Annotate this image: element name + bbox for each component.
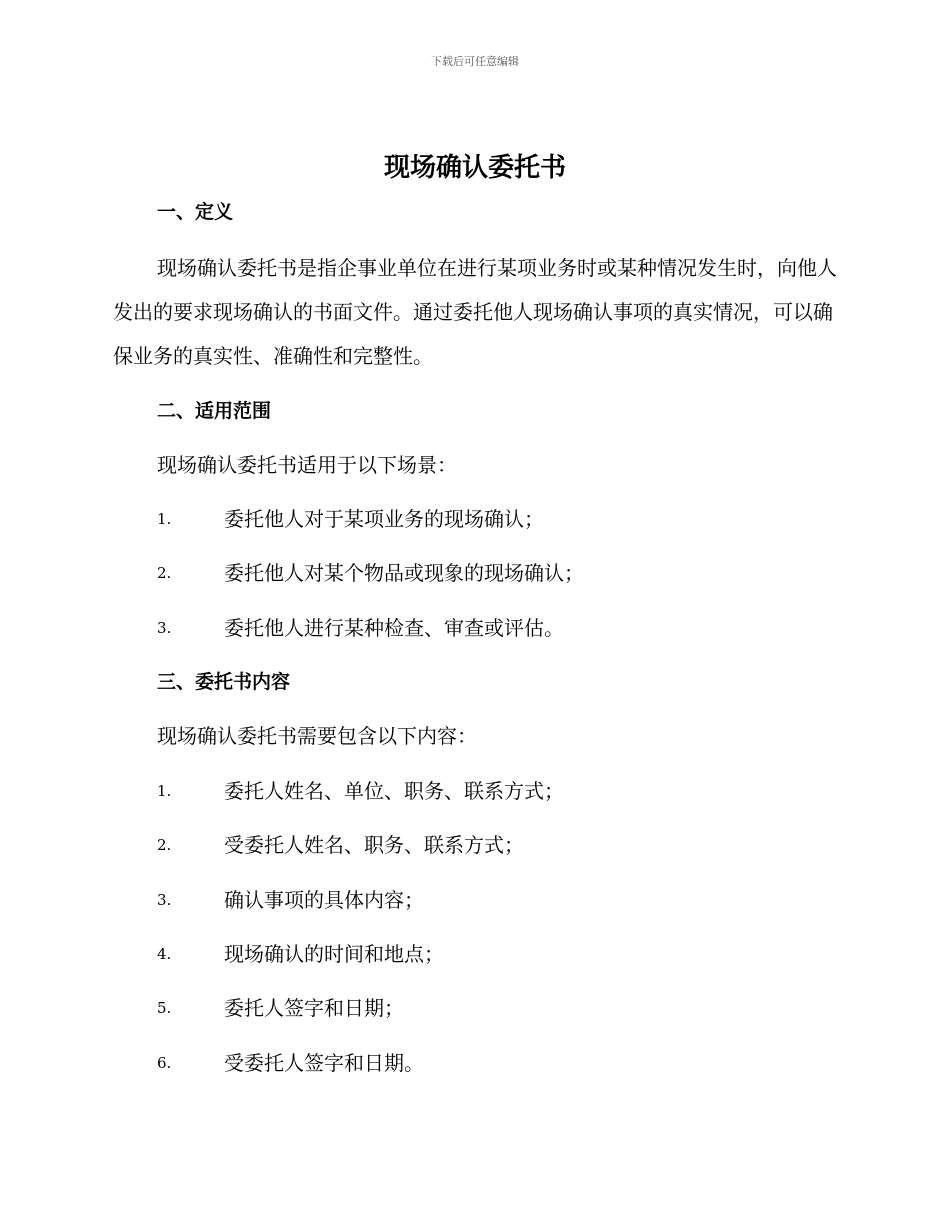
list-item-number: 1.	[157, 782, 172, 800]
header-note: 下载后可任意编辑	[431, 55, 519, 68]
list-item	[157, 1048, 857, 1078]
definition-paragraph: 现场确认委托书是指企事业单位在进行某项业务时或某种情况发生时，向他人发出的要求现场确认的书面文件。通过委托他人现场确认事项的真实情况，可以确保业务的真实性、准确性和完整性。	[113, 256, 837, 368]
list-item-number: 2.	[157, 564, 172, 582]
list-item-text: 确认事项的具体内容；	[224, 888, 424, 912]
document-title: 现场确认委托书	[383, 153, 566, 183]
section-heading-content: 三、委托书内容	[157, 671, 291, 693]
list-item-text: 委托他人对于某项业务的现场确认；	[224, 507, 544, 531]
list-item-number: 2.	[157, 836, 172, 854]
list-item-number: 1.	[157, 510, 172, 528]
list-item-number: 3.	[157, 619, 172, 637]
list-item-text: 委托他人对某个物品或现象的现场确认；	[224, 561, 584, 585]
list-item	[157, 885, 857, 915]
list-item-text: 受委托人签字和日期。	[224, 1051, 424, 1075]
section-heading-definition: 一、定义	[157, 201, 234, 223]
list-item	[157, 993, 857, 1023]
list-item-number: 6.	[157, 1054, 172, 1072]
list-item	[157, 939, 857, 969]
list-item-text: 现场确认的时间和地点；	[224, 942, 444, 966]
list-item-number: 3.	[157, 891, 172, 909]
list-item	[157, 830, 857, 860]
list-item-number: 4.	[157, 945, 172, 963]
scope-lead-text: 现场确认委托书适用于以下场景：	[157, 453, 457, 477]
list-item	[157, 613, 857, 643]
list-item	[157, 776, 857, 806]
section-heading-scope: 二、适用范围	[157, 400, 272, 422]
list-item-number: 5.	[157, 999, 172, 1017]
list-item-text: 受委托人姓名、职务、联系方式；	[224, 833, 524, 857]
content-lead-text: 现场确认委托书需要包含以下内容：	[157, 724, 477, 748]
list-item	[157, 558, 857, 588]
list-item-text: 委托人姓名、单位、职务、联系方式；	[224, 779, 564, 803]
list-item-text: 委托人签字和日期；	[224, 996, 404, 1020]
list-item-text: 委托他人进行某种检查、审查或评估。	[224, 616, 564, 640]
list-item	[157, 504, 857, 534]
